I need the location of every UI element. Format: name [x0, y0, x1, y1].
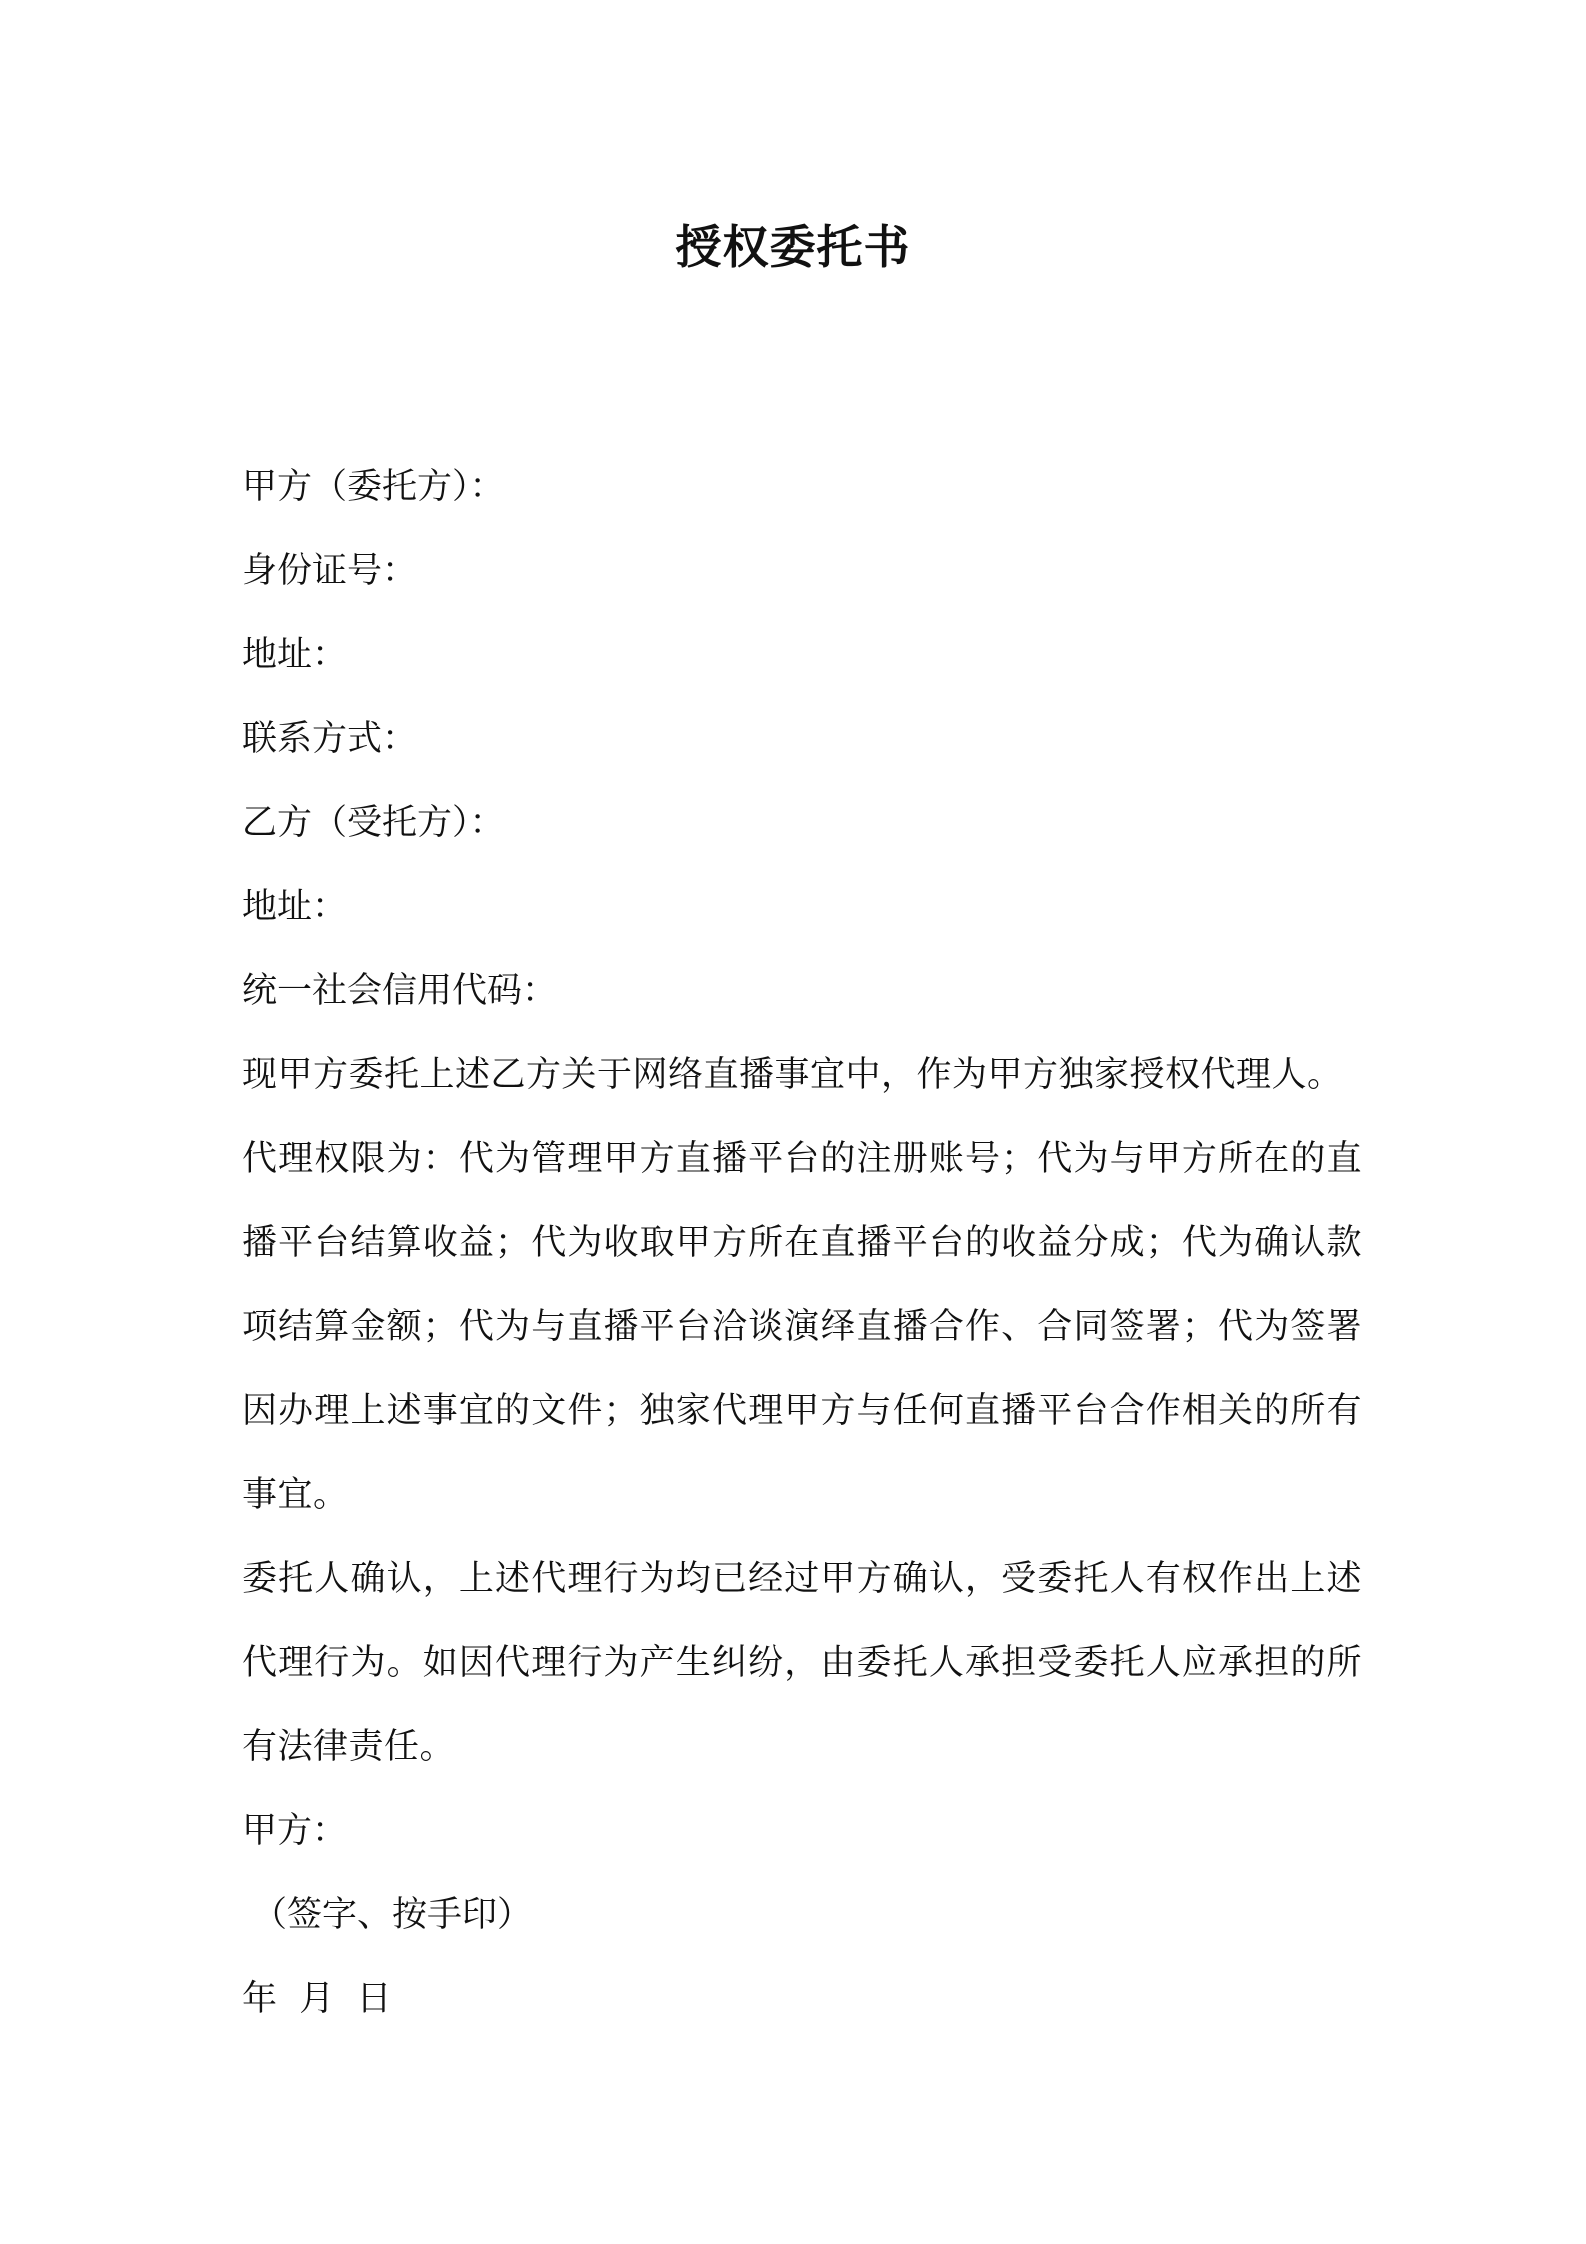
paragraph-authority-scope: 代理权限为：代为管理甲方直播平台的注册账号；代为与甲方所在的直播平台结算收益；代为收取甲方所在直播平台的收益分成；代为确认款项结算金额；代为与直播平台洽谈演绎直播合作、合同签署；代为签署因办理上述事宜的文件；独家代理甲方与任何直播平台合作相关的所有事宜。: [242, 1139, 1362, 1515]
field-id-number: 身份证号：: [242, 551, 418, 591]
field-address-a: 地址：: [242, 635, 348, 675]
signature-date: 年 月 日: [242, 1979, 392, 2019]
document-body: [242, 445, 1362, 2041]
field-credit-code: 统一社会信用代码：: [242, 971, 558, 1011]
signature-note: （签字、按手印）: [252, 1895, 533, 1935]
field-party-b: 乙方（受托方）：: [242, 803, 505, 843]
paragraph-confirmation: 委托人确认，上述代理行为均已经过甲方确认，受委托人有权作出上述代理行为。如因代理行为产生纠纷，由委托人承担受委托人应承担的所有法律责任。: [242, 1559, 1362, 1767]
field-contact: 联系方式：: [242, 719, 418, 759]
field-address-b: 地址：: [242, 887, 348, 927]
document-title: 授权委托书: [675, 220, 911, 274]
paragraph-delegation: 现甲方委托上述乙方关于网络直播事宜中，作为甲方独家授权代理人。: [242, 1055, 1343, 1095]
field-party-a: 甲方（委托方）：: [242, 467, 505, 507]
signature-party-label: 甲方：: [242, 1811, 348, 1851]
